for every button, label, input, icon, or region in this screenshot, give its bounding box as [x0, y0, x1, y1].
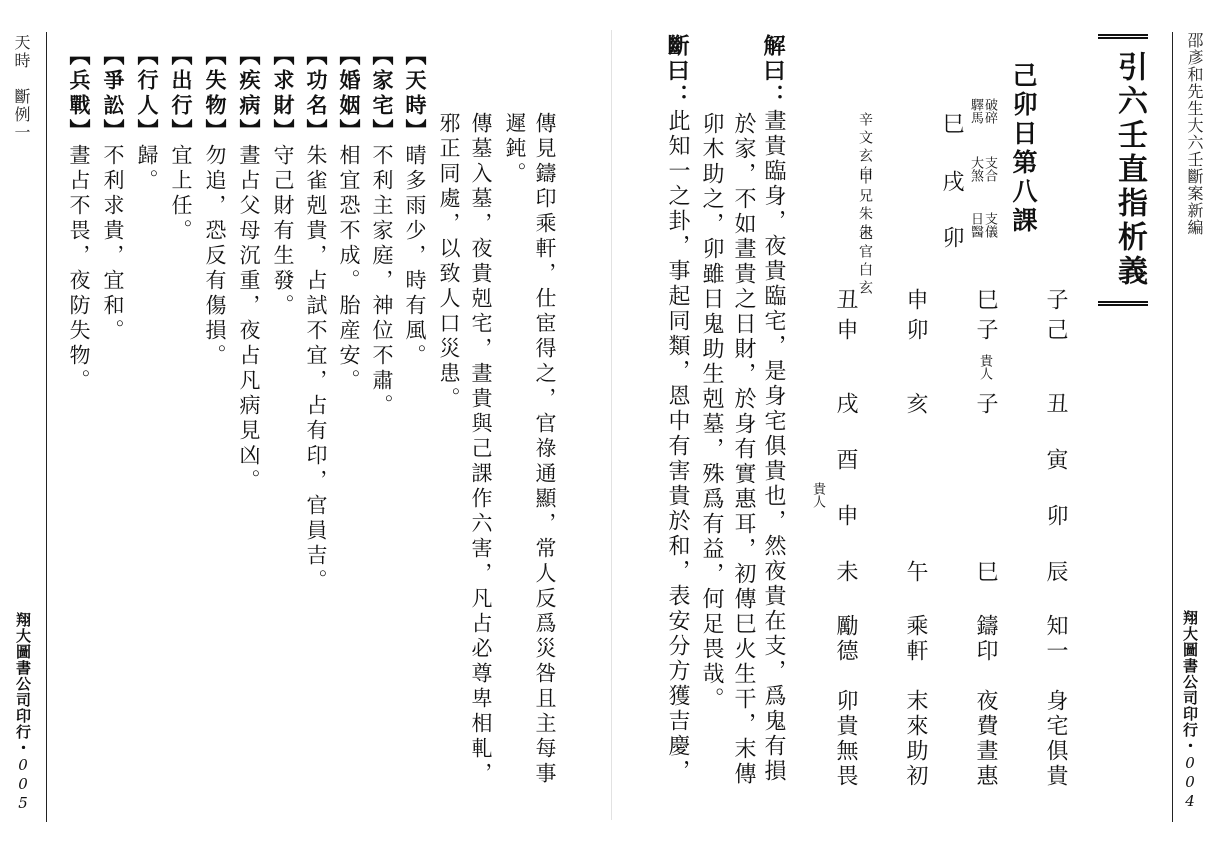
- prediction-traveller: 【行人】歸。: [135, 44, 160, 194]
- prediction-lawsuit: 【爭訟】不利求貴，宜和。: [101, 44, 126, 344]
- ke-1-bottom: 己: [1043, 318, 1068, 340]
- prediction-lost-items: 【失物】勿追，恐反有傷損。: [203, 44, 228, 369]
- running-header-left: 天時 斷例一: [12, 34, 31, 142]
- pan-col-4: 戌酉申未: [833, 392, 858, 616]
- judgement-line-5: 邪正同處，以致人口災患。: [437, 112, 461, 412]
- chuan-3-liuqin: 己官白玄: [857, 226, 873, 298]
- right-margin-rule: [1172, 32, 1173, 822]
- judgement-label: 斷曰：: [664, 34, 690, 109]
- judgement-line-4: 傳墓入墓，夜貴剋宅，晝貴與己課作六害，凡占必尊卑相軋，: [469, 112, 493, 787]
- explanation-line-1: 解曰：晝貴臨身，夜貴臨宅，是身宅俱貴也，然夜貴在支，爲鬼有損: [760, 34, 786, 784]
- prediction-weather: 【天時】晴多雨少，時有風。: [403, 44, 428, 369]
- publisher-left: 翔大圖書公司印行・: [14, 612, 32, 756]
- ke-2-bottom: 子: [973, 318, 998, 340]
- chuan-2-notes: 支合 大煞: [968, 156, 997, 182]
- lesson-title: 己卯日第八課: [1009, 62, 1038, 236]
- pan-col-3: 亥 午: [903, 392, 928, 616]
- gui-ren-label-2: 貴人: [810, 482, 825, 508]
- chuan-2-stem: 戌: [939, 170, 964, 192]
- pan-col-2: 子 巳: [973, 392, 998, 616]
- book-title: 引六壬直指析義: [1112, 51, 1147, 289]
- ke-3-top: 申: [903, 288, 928, 310]
- chuan-1-liuqin: 辛文玄白: [857, 112, 873, 184]
- explanation-line-2: 於家，不如晝貴之日財，於身有實惠耳，初傳巳火生干，末傳: [731, 112, 756, 787]
- ke-2-top: 巳: [973, 288, 998, 310]
- ke-3-bottom: 卯: [903, 318, 928, 340]
- page-number-left: 005: [14, 756, 32, 813]
- ke-1-top: 子: [1043, 288, 1068, 310]
- keyword-1: 知一 身宅俱貴: [1043, 614, 1068, 789]
- keyword-3: 乘軒 末來助初: [903, 614, 928, 789]
- book-title-box: [1098, 34, 1148, 306]
- pan-col-1: 丑寅卯辰: [1043, 392, 1068, 616]
- left-margin-rule: [46, 32, 47, 822]
- explanation-line-3: 卯木助之，卯雖日鬼助生剋墓，殊爲有益，何足畏哉。: [699, 112, 724, 712]
- prediction-marriage: 【婚姻】相宜恐不成。胎産安。: [337, 44, 362, 394]
- running-header-right: 邵彥和先生大六壬斷案新編: [1185, 32, 1204, 236]
- judgement-line-3: 遲鈍。: [503, 112, 527, 187]
- prediction-wealth: 【求財】守己財有生發。: [271, 44, 296, 319]
- prediction-travel: 【出行】宜上任。: [169, 44, 194, 244]
- keyword-4: 勵德 卯貴無畏: [833, 614, 858, 789]
- keyword-2: 鑄印 夜費晝惠: [973, 614, 998, 789]
- prediction-household: 【家宅】不利主家庭，神位不肅。: [370, 44, 395, 419]
- chuan-1-notes: 破碎 驛馬: [968, 98, 997, 124]
- ke-4-bottom: 申: [833, 318, 858, 340]
- judgement-line-1: 斷曰：此知一之卦，事起同類，恩中有害貴於和，表安分方獲吉慶，: [664, 34, 690, 784]
- explanation-label: 解曰：: [760, 34, 786, 109]
- chuan-2-liuqin: 甲兄朱朱: [857, 170, 873, 242]
- chuan-3-stem: 卯: [939, 226, 964, 248]
- prediction-illness: 【疾病】晝占父母沉重，夜占凡病見凶。: [237, 44, 262, 494]
- chuan-1-stem: 巳: [939, 112, 964, 134]
- prediction-career: 【功名】朱雀剋貴，占試不宜，占有印，官員吉。: [304, 44, 329, 594]
- prediction-warfare: 【兵戰】晝占不畏，夜防失物。: [67, 44, 92, 394]
- chuan-3-notes: 支儀 日醫: [968, 212, 997, 238]
- gui-ren-label-1: 貴人: [977, 354, 992, 380]
- page-number-right: 004: [1181, 754, 1199, 811]
- footer-right: [1180, 610, 1201, 811]
- page-gutter: [611, 30, 612, 820]
- ke-4-top: 丑: [833, 288, 858, 310]
- footer-left: [13, 612, 34, 813]
- publisher-right: 翔大圖書公司印行・: [1181, 610, 1199, 754]
- judgement-line-2: 傳見鑄印乘軒，仕宦得之，官祿通顯，常人反爲災咎且主每事: [533, 112, 557, 787]
